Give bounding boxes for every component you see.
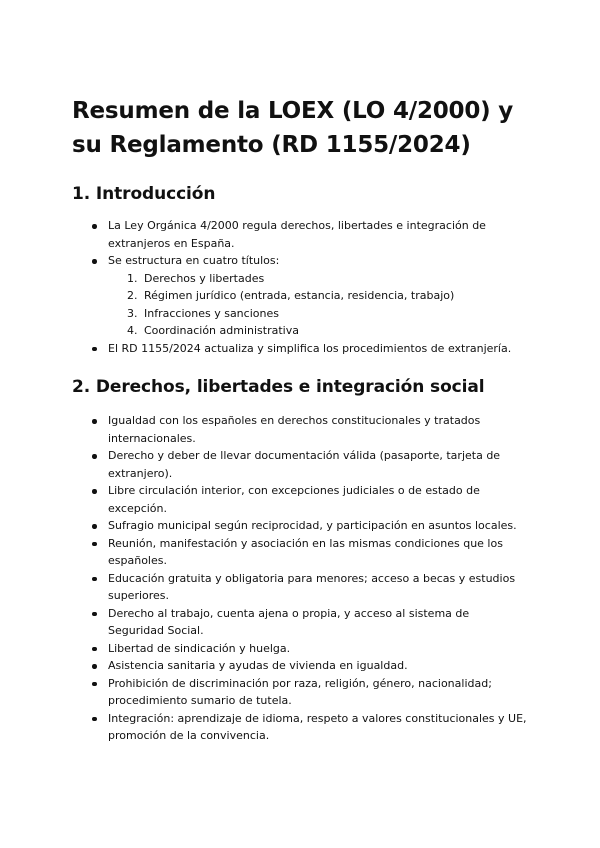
list-item-text: Educación gratuita y obligatoria para menores; acceso a becas y estudios superiores. xyxy=(108,571,516,602)
list-item-text: Derecho al trabajo, cuenta ajena o propia, y acceso al sistema de Seguridad Social. xyxy=(108,606,470,637)
list-item xyxy=(108,710,528,745)
list-item-text: Derecho y deber de llevar documentación válida (pasaporte, tarjeta de extranjero). xyxy=(108,449,501,480)
list-item xyxy=(108,570,528,605)
list-item xyxy=(108,482,528,517)
list-item xyxy=(108,447,528,482)
numbered-item xyxy=(127,305,528,323)
list-item-text: Se estructura en cuatro títulos: xyxy=(108,254,280,267)
list-item xyxy=(108,252,528,340)
list-item-text: La Ley Orgánica 4/2000 regula derechos, libertades e integración de extranjeros en España. xyxy=(108,219,486,250)
list-item xyxy=(108,535,528,570)
list-item-text: El RD 1155/2024 actualiza y simplifica los procedimientos de extranjería. xyxy=(108,341,512,355)
titulos-list xyxy=(108,270,528,340)
list-item-text: Libertad de sindicación y huelga. xyxy=(108,641,291,655)
list-item-text: Libre circulación interior, con excepciones judiciales o de estado de excepción. xyxy=(108,484,480,515)
list-item-text: Reunión, manifestación y asociación en las mismas condiciones que los españoles. xyxy=(108,536,503,567)
list-item xyxy=(108,412,528,447)
introduccion-list xyxy=(72,217,528,357)
list-item xyxy=(108,340,528,358)
list-item xyxy=(108,640,528,658)
list-item xyxy=(108,217,528,252)
list-item-text: Integración: aprendizaje de idioma, respeto a valores constitucionales y UE, promoción de la convivencia. xyxy=(108,711,527,742)
list-item-text: Asistencia sanitaria y ayudas de vivienda en igualdad. xyxy=(108,659,408,672)
item-text: Derechos y libertades xyxy=(144,271,265,285)
list-item xyxy=(108,605,528,640)
section-heading-introduccion: 1. Introducción xyxy=(72,184,216,204)
item-number: 3. xyxy=(127,306,138,320)
numbered-item xyxy=(127,322,528,340)
item-number: 4. xyxy=(127,324,138,337)
item-text: Régimen jurídico (entrada, estancia, residencia, trabajo) xyxy=(144,289,455,302)
list-item xyxy=(108,657,528,675)
section-heading-derechos: 2. Derechos, libertades e integración social xyxy=(72,377,485,397)
list-item-text: Prohibición de discriminación por raza, religión, género, nacionalidad; procedimiento sumario de tutela. xyxy=(108,676,492,707)
item-number: 1. xyxy=(127,271,138,285)
list-item-text: Igualdad con los españoles en derechos constitucionales y tratados internacionales. xyxy=(108,414,481,445)
list-item xyxy=(108,675,528,710)
numbered-item xyxy=(127,287,528,305)
document-title: Resumen de la LOEX (LO 4/2000) y su Reglamento (RD 1155/2024) xyxy=(72,98,514,158)
list-item-text: Sufragio municipal según reciprocidad, y participación en asuntos locales. xyxy=(108,519,517,532)
derechos-list xyxy=(72,412,528,745)
list-item xyxy=(108,517,528,535)
item-number: 2. xyxy=(127,289,138,302)
item-text: Infracciones y sanciones xyxy=(144,306,279,320)
item-text: Coordinación administrativa xyxy=(144,324,299,337)
numbered-item xyxy=(127,270,528,288)
